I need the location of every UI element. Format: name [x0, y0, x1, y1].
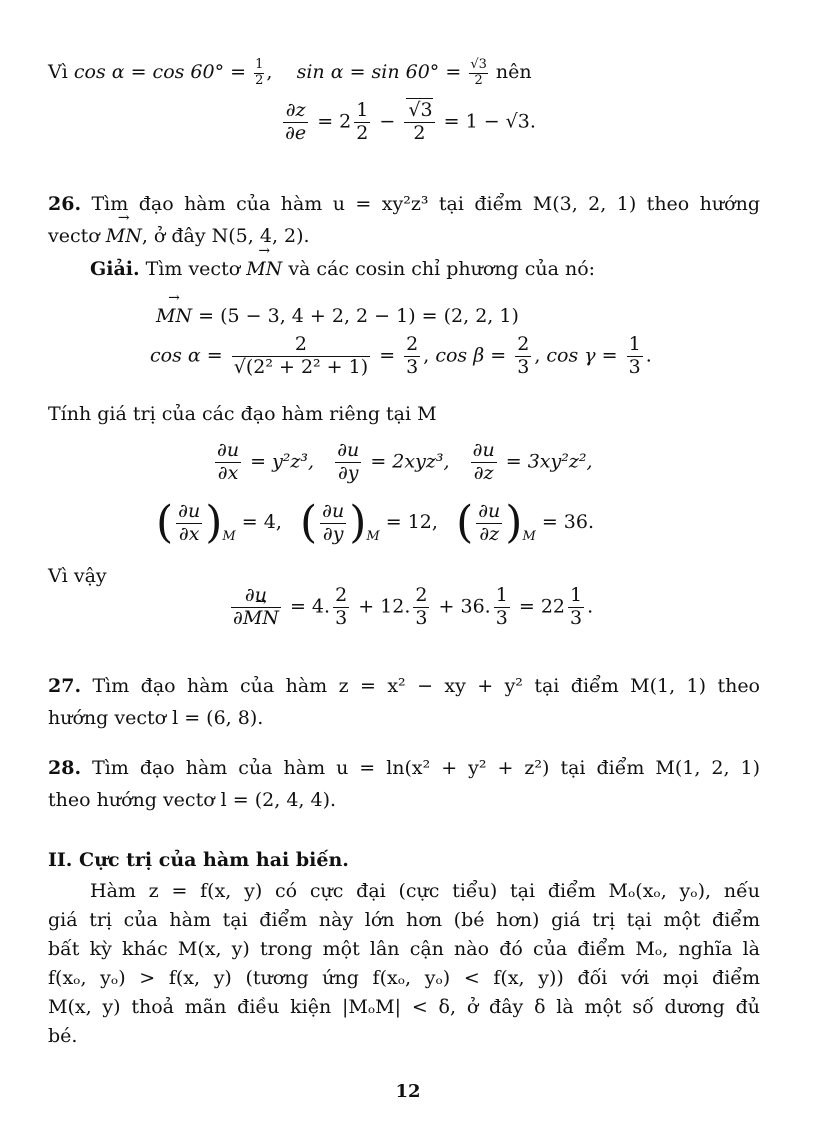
page-number: 12: [395, 1081, 421, 1102]
therefore-text: Vì vậy: [48, 565, 107, 587]
intro-nen: nên: [495, 61, 532, 83]
final-b: + 12.: [358, 595, 411, 618]
partials-values: ( $\frac{\partial u}{\partial x}$ )$_M = 4$, ( $\frac{\partial u}{\partial y}$ )$_M = 12$, ( $\frac{\partial u}{\partial z}$ )$_M = 36$.: [156, 497, 595, 548]
final-equation: $\frac{\partial u}{\partial\to MN}$ = 4. $\frac{2}{3}$ + 12. $\frac{2}{3}$ + 36. $\frac{1}{3}$ = 22 $\frac{1}{3}$ .: [228, 585, 593, 630]
problem-27-number: 27.: [48, 675, 82, 697]
section-para-3: [48, 935, 760, 964]
problem-28-line1: [48, 754, 760, 783]
section-heading: [48, 846, 760, 875]
frac-sqrt3-half: $\frac{√3}{2}$: [470, 57, 487, 88]
cos-alpha-label: cos α =: [150, 344, 223, 367]
intro-cos: cos α = cos 60° =: [73, 61, 253, 83]
eq-part-a: = 2: [317, 110, 352, 133]
problem-27-line2: [48, 704, 760, 733]
problem-28-number: 28.: [48, 757, 82, 779]
du-dy-value: = 2xyz³,: [370, 450, 450, 473]
p26-l2c: , ở đây N(5, 4, 2).: [141, 225, 310, 247]
section-para-6: [48, 1022, 760, 1051]
frac-du-dy-m: $\frac{\partial u}{\partial y}$: [322, 499, 345, 545]
problem-26-number: 26.: [48, 193, 82, 215]
problem-27-line1: [48, 672, 760, 701]
frac-du-dy: $\frac{\partial u}{\partial y}$: [337, 439, 360, 484]
section-para-2: [48, 906, 760, 935]
sol-c: và các cosin chỉ phương của nó:: [282, 258, 596, 280]
problem-27-text2: hướng vectơ l = (6, 8).: [48, 707, 264, 729]
val-x: = 4,: [241, 511, 282, 533]
intro-equation: [0, 100, 816, 145]
para-line-3: bất kỳ khác M(x, y) trong một lân cận nào đó của điểm Mₒ, nghĩa là: [48, 938, 760, 960]
frac-sqrt3-2: $\frac{√3}{2}$: [404, 100, 434, 145]
para-line-6: bé.: [48, 1025, 78, 1047]
sol-a: Tìm vectơ: [145, 258, 247, 280]
frac-f2: $\frac{2}{3}$: [415, 584, 428, 629]
vector-mn-2: → MN: [246, 255, 282, 284]
frac-du-dx: $\frac{\partial u}{\partial x}$: [217, 439, 240, 484]
mn-equation: [156, 302, 519, 331]
du-dz-value: = 3xy²z²,: [505, 450, 593, 473]
problem-28-line2: [48, 786, 760, 815]
vector-mn: → MN: [106, 222, 142, 251]
problem-26-text: Tìm đạo hàm của hàm u = xy²z³ tại điểm M(3, 2, 1) theo hướng: [91, 193, 760, 215]
frac-cos-alpha: $\frac{2}{\text{√(2² + 2² + 1)}}$: [233, 333, 369, 378]
final-c: + 36.: [438, 595, 491, 618]
p26-l2a: vectơ: [48, 225, 106, 247]
intro-lead: Vì: [48, 61, 68, 83]
frac-half-2: $\frac{1}{2}$: [356, 99, 369, 144]
eq-part-b: −: [379, 110, 396, 133]
problem-27-text: Tìm đạo hàm của hàm z = x² − xy + y² tại điểm M(1, 1) theo: [92, 675, 761, 697]
intro-line: Vì cos α = cos 60° = $\frac{1}{2}$ , sin α = sin 60° = $\frac{√3}{2}$ nên: [48, 57, 532, 88]
du-dx-value: = y²z³,: [250, 450, 315, 473]
frac-dz-de: $\frac{\partial z}{\partial e}$: [285, 99, 307, 144]
section-para-4: [48, 964, 760, 993]
section-para-5: [48, 993, 760, 1022]
cos-gamma-label: cos γ =: [546, 344, 618, 367]
intro-sin: sin α = sin 60° =: [296, 61, 468, 83]
frac-du-dz-m: $\frac{\partial u}{\partial z}$: [478, 499, 501, 545]
para-line-5: M(x, y) thoả mãn điều kiện |MₒM| < δ, ở đây δ là một số dương đủ: [48, 996, 760, 1018]
mn-eq-value: = (5 − 3, 4 + 2, 2 − 1) = (2, 2, 1): [198, 305, 519, 327]
frac-du-dx-m: $\frac{\partial u}{\partial x}$: [178, 499, 201, 545]
frac-f1: $\frac{2}{3}$: [335, 584, 348, 629]
para-line-4: f(xₒ, yₒ) > f(x, y) (tương ứng f(xₒ, yₒ) < f(x, y)) đối với mọi điểm: [48, 967, 760, 989]
partials-formulas: [212, 440, 593, 485]
vector-mn-3: → MN: [156, 302, 192, 331]
frac-2-3-a: $\frac{2}{3}$: [406, 333, 419, 378]
problem-26-line1: [48, 190, 760, 219]
para-line-2: giá trị của hàm tại điểm này lớn hơn (bé hơn) giá trị tại một điểm: [48, 909, 760, 931]
solution-label: Giải.: [90, 258, 140, 280]
eq-part-c: = 1 − √3.: [443, 110, 536, 133]
frac-1-3: $\frac{1}{3}$: [628, 333, 641, 378]
frac-2-3-b: $\frac{2}{3}$: [517, 333, 530, 378]
section-heading-text: II. Cực trị của hàm hai biến.: [48, 849, 349, 871]
frac-f4: $\frac{1}{3}$: [570, 584, 583, 629]
solution-26-intro: [48, 255, 802, 284]
cosine-equation: cos α = $\frac{2}{\text{√(2² + 2² + 1)}}$ = $\frac{2}{3}$ , cos β = $\frac{2}{3}$ , cos γ = $\frac{1}{3}$ .: [150, 333, 652, 378]
cos-beta-label: cos β =: [435, 344, 507, 367]
frac-du-dmn: $\frac{\partial u}{\partial\to MN}$: [231, 585, 281, 630]
problem-26-line2: [48, 222, 760, 251]
para-line-1: Hàm z = f(x, y) có cực đại (cực tiểu) tại điểm Mₒ(xₒ, yₒ), nếu: [90, 880, 760, 902]
final-a: = 4.: [289, 595, 331, 618]
section-para-1: [48, 877, 760, 906]
val-z: = 36.: [541, 511, 595, 533]
frac-f3: $\frac{1}{3}$: [495, 584, 508, 629]
frac-du-dz: $\frac{\partial u}{\partial z}$: [472, 439, 495, 484]
final-d: = 22: [518, 595, 565, 618]
frac-one-half: $\frac{1}{2}$: [255, 57, 264, 88]
problem-28-text: Tìm đạo hàm của hàm u = ln(x² + y² + z²) tại điểm M(1, 2, 1): [92, 757, 761, 779]
val-y: = 12,: [385, 511, 438, 533]
partials-intro-text: Tính giá trị của các đạo hàm riêng tại M: [48, 403, 437, 425]
problem-28-text2: theo hướng vectơ l = (2, 4, 4).: [48, 789, 337, 811]
partials-intro: [48, 400, 760, 429]
